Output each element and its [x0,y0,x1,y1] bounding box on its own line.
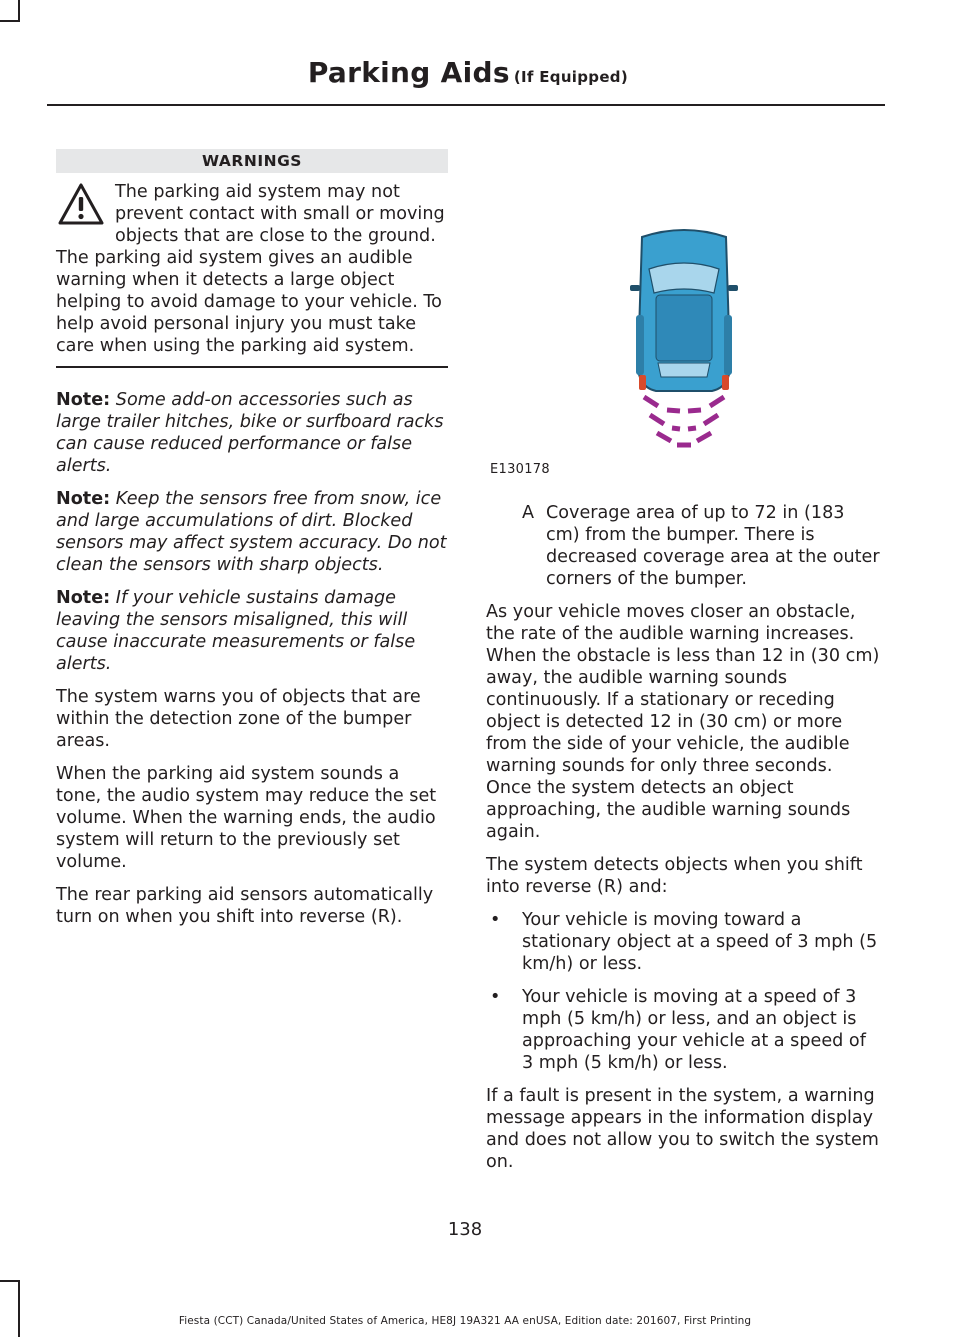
corner-mark-bottom-left-v [18,1280,20,1337]
note-text: Some add-on accessories such as large trailer hitches, bike or surfboard racks can cause reduced performance or false alerts. [56,389,444,476]
parking-sensor-figure [486,215,882,477]
footer-text: Fiesta (CCT) Canada/United States of America, HE8J 19A321 AA enUSA, Edition date: 201607, First Printing [178,1315,752,1327]
legend-key: A [522,503,535,523]
car-top-view-illustration [486,215,882,477]
left-column [56,149,448,939]
body-paragraph: The rear parking aid sensors automatically turn on when you shift into reverse (R). [56,884,434,927]
note-paragraph [56,389,448,477]
body-paragraph: As your vehicle moves closer an obstacle, the rate of the audible warning increases. When the obstacle is less than 12 in (30 cm) away, the audible warning sounds continuously. If a stationary or receding object is detected 12 in (30 cm) or more from the side of your vehicle, the audible warning sounds for only three seconds. Once the system detects an object approaching, the audible warning sounds again. [486,602,880,842]
sensor-arc-segment [650,415,664,424]
sensor-arc-segment [704,415,718,424]
note-label: Note: [56,488,111,509]
list-item: • Your vehicle is moving at a speed of 3 mph (5 km/h) or less, and an object is approaching your vehicle at a speed of 3 mph (5 km/h) or less. [486,986,882,1074]
sensor-arc-segment [644,397,658,406]
note-text: Keep the sensors free from snow, ice and large accumulations of dirt. Blocked sensors may affect system accuracy. Do not clean the sensors with sharp objects. [56,488,447,575]
sensor-arc-segment [672,428,680,429]
figure-id: E130178 [490,462,550,477]
page-number: 138 [447,1219,483,1240]
note-text: If your vehicle sustains damage leaving the sensors misaligned, this will cause inaccurate measurements or false alerts. [56,587,416,674]
sensor-arc-segment [688,410,701,411]
note-label: Note: [56,389,111,410]
note-paragraph [56,488,448,576]
warnings-heading: WARNINGS [56,149,448,173]
sensor-arc-segment [697,433,711,441]
warning-triangle-icon [57,182,105,226]
sensor-arc-segment [667,410,680,411]
legend-description: Coverage area of up to 72 in (183 cm) from the bumper. There is decreased coverage area at the outer corners of the bumper. [546,503,880,589]
sensor-arc-segment [710,397,724,406]
body-paragraph: When the parking aid system sounds a tone, the audio system may reduce the set volume. When the warning ends, the audio system will return to the previously set volume. [56,763,437,872]
body-paragraph: The system warns you of objects that are within the detection zone of the bumper areas. [56,686,421,751]
car-icon [630,230,738,391]
figure-legend [486,502,882,590]
body-paragraph: The system detects objects when you shift into reverse (R) and: [486,855,863,897]
right-column [486,502,882,1184]
section-subtitle: (If Equipped) [513,68,628,86]
section-title: Parking Aids [307,56,510,89]
warning-paragraph-1 [56,181,448,247]
corner-mark-bottom-left-h [0,1280,20,1282]
corner-mark-top-left-h [0,20,20,22]
tail-light [639,375,646,390]
note-label: Note: [56,587,111,608]
bullet-list [486,909,882,1074]
page-title [308,56,628,89]
corner-mark-top-left-v [18,0,20,22]
sensor-arc-segment [657,433,671,441]
sensor-arc-segment [688,428,696,429]
header-rule [47,104,885,106]
warnings-rule [56,366,448,368]
warning-text-1: The parking aid system may not prevent contact with small or moving objects that are close to the ground. [115,182,445,246]
note-paragraph [56,587,448,675]
tail-light [722,375,729,390]
list-item: • Your vehicle is moving toward a stationary object at a speed of 3 mph (5 km/h) or less. [486,909,882,975]
sensor-coverage-arcs [644,397,724,445]
body-paragraph: If a fault is present in the system, a warning message appears in the information display and does not allow you to switch the system on. [486,1086,879,1172]
warning-paragraph-2: The parking aid system gives an audible warning when it detects a large object helping to avoid damage to your vehicle. To help avoid personal injury you must take care when using the parking aid system. [56,248,442,356]
